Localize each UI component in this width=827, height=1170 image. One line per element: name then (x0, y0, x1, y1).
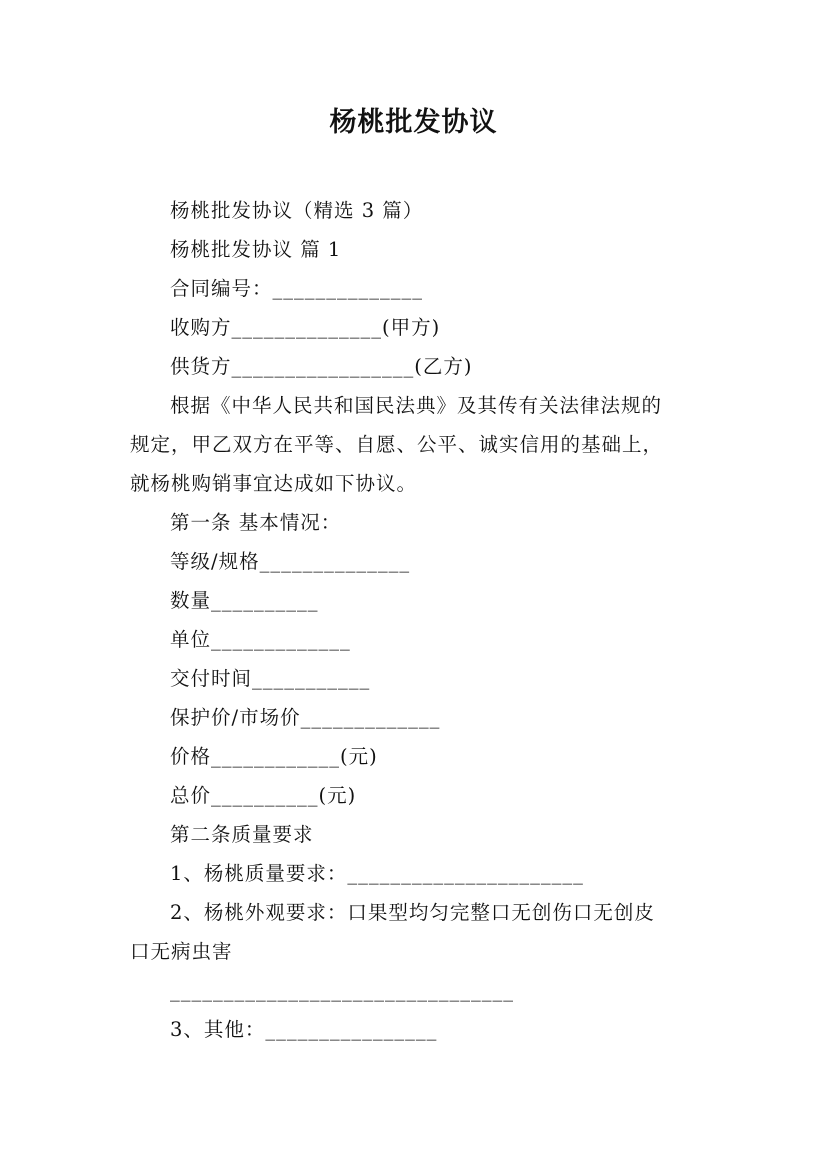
quantity-line: 数量__________ (170, 589, 319, 612)
price-line: 价格____________(元) (170, 745, 378, 768)
buyer-line: 收购方______________(甲方) (170, 316, 441, 339)
unit-line: 单位_____________ (170, 628, 351, 651)
document-title: 杨桃批发协议 (329, 107, 498, 138)
protect-price-line: 保护价/市场价_____________ (170, 706, 441, 729)
quality-requirement-line: 1、杨桃质量要求：______________________ (170, 862, 584, 885)
grade-spec-line: 等级/规格______________ (170, 550, 411, 573)
appearance-requirement-line: 2、杨桃外观要求：口果型均匀完整口无创伤口无创皮 (170, 901, 655, 924)
section-heading: 杨桃批发协议 篇 1 (170, 238, 342, 261)
total-price-line: 总价__________(元) (170, 784, 357, 807)
article-heading: 第二条质量要求 (170, 823, 314, 846)
other-line: 3、其他：________________ (170, 1018, 438, 1041)
doc-subtitle: 杨桃批发协议（精选 3 篇） (170, 199, 424, 222)
delivery-time-line: 交付时间___________ (170, 667, 371, 690)
paragraph-line: 根据《中华人民共和国民法典》及其传有关法律法规的 (170, 394, 663, 417)
blank-line: ________________________________ (170, 979, 514, 1002)
appearance-requirement-cont: 口无病虫害 (130, 940, 233, 963)
paragraph-line: 就杨桃购销事宜达成如下协议。 (130, 472, 418, 495)
paragraph-line: 规定，甲乙双方在平等、自愿、公平、诚实信用的基础上， (130, 433, 664, 456)
contract-number-line: 合同编号：______________ (170, 277, 424, 300)
supplier-line: 供货方_________________(乙方) (170, 355, 473, 378)
article-heading: 第一条 基本情况： (170, 511, 342, 534)
